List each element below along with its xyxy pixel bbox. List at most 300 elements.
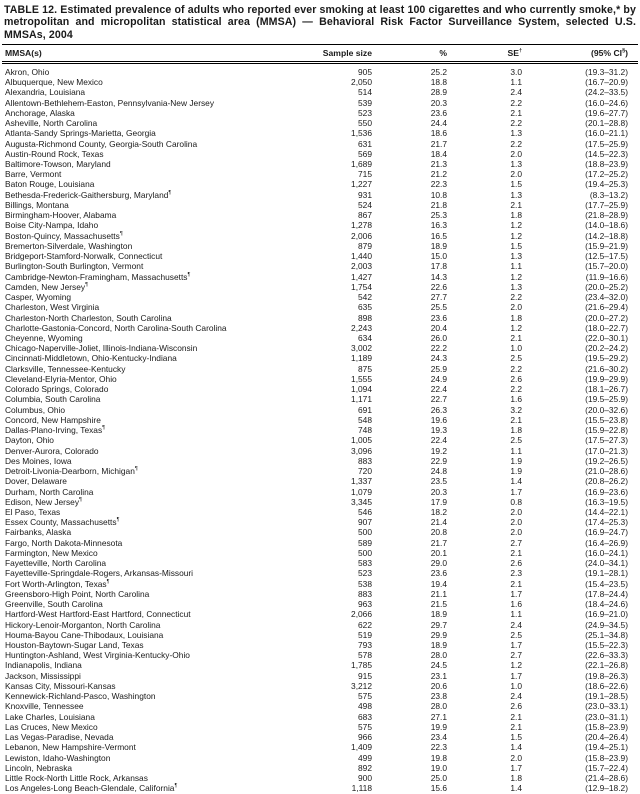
percent-cell: 22.3 [430, 179, 447, 190]
percent-cell: 20.4 [430, 322, 447, 333]
se-cell: 2.4 [510, 619, 522, 630]
ci-cell: (16.0–24.6) [585, 97, 628, 108]
sample-size-cell: 883 [358, 455, 372, 466]
mmsa-name-cell: Des Moines, Iowa [5, 455, 72, 466]
mmsa-name-cell: Atlanta-Sandy Springs-Marietta, Georgia [5, 128, 156, 139]
se-cell: 1.2 [510, 660, 522, 671]
se-cell: 1.3 [510, 251, 522, 262]
table-row [0, 190, 640, 200]
sample-size-cell: 898 [358, 312, 372, 323]
se-cell: 0.8 [510, 496, 522, 507]
se-cell: 1.9 [510, 466, 522, 477]
ci-cell: (19.9–29.9) [585, 373, 628, 384]
ci-cell: (24.0–34.1) [585, 558, 628, 569]
mmsa-name-cell: Charleston-North Charleston, South Carolina [5, 312, 172, 323]
ci-cell: (17.5–27.3) [585, 435, 628, 446]
se-cell: 1.8 [510, 210, 522, 221]
percent-cell: 18.6 [430, 128, 447, 139]
column-header-se: SE† [507, 48, 522, 59]
percent-cell: 24.5 [430, 660, 447, 671]
ci-cell: (15.8–23.9) [585, 721, 628, 732]
ci-cell: (20.0–32.6) [585, 404, 628, 415]
se-cell: 2.0 [510, 169, 522, 180]
ci-cell: (20.1–28.8) [585, 118, 628, 129]
percent-cell: 18.4 [430, 148, 447, 159]
ci-cell: (19.4–25.1) [585, 742, 628, 753]
mmsa-name-cell: Concord, New Hampshire [5, 414, 101, 425]
ci-cell: (19.5–25.9) [585, 394, 628, 405]
se-cell: 1.8 [510, 425, 522, 436]
mmsa-name-cell: Boise City-Nampa, Idaho [5, 220, 99, 231]
ci-cell: (16.7–20.9) [585, 77, 628, 88]
sample-size-cell: 1,094 [351, 384, 372, 395]
mmsa-name-cell: Hartford-West Hartford-East Hartford, Connecticut [5, 609, 191, 620]
ci-cell: (16.4–26.9) [585, 537, 628, 548]
sample-size-cell: 1,005 [351, 435, 372, 446]
ci-cell: (18.0–22.7) [585, 322, 628, 333]
se-cell: 1.1 [510, 261, 522, 272]
ci-cell: (19.2–26.5) [585, 455, 628, 466]
table-row [0, 292, 640, 302]
se-cell: 1.2 [510, 230, 522, 241]
ci-cell: (17.5–25.9) [585, 138, 628, 149]
percent-cell: 22.4 [430, 435, 447, 446]
se-cell: 2.5 [510, 435, 522, 446]
table-row [0, 241, 640, 251]
percent-cell: 19.4 [430, 578, 447, 589]
ci-cell: (22.0–30.1) [585, 332, 628, 343]
mmsa-name-cell: Kennewick-Richland-Pasco, Washington [5, 691, 156, 702]
mmsa-name-cell: Jackson, Mississippi [5, 670, 81, 681]
pilcrow-footnote-marker: ¶ [174, 783, 178, 790]
sample-size-cell: 915 [358, 670, 372, 681]
table-header [0, 45, 640, 62]
column-header-ci: (95% CI§) [591, 48, 628, 59]
se-cell: 2.2 [510, 363, 522, 374]
ci-cell: (15.5–22.3) [585, 640, 628, 651]
sample-size-cell: 900 [358, 773, 372, 784]
se-cell: 2.5 [510, 353, 522, 364]
sample-size-cell: 867 [358, 210, 372, 221]
table-row [0, 589, 640, 599]
table-row [0, 568, 640, 578]
sample-size-cell: 2,050 [351, 77, 372, 88]
mmsa-name-cell: Durham, North Carolina [5, 486, 94, 497]
sample-size-cell: 631 [358, 138, 372, 149]
pilcrow-footnote-marker: ¶ [134, 466, 138, 473]
se-cell: 1.0 [510, 680, 522, 691]
se-cell: 2.6 [510, 373, 522, 384]
se-cell: 2.1 [510, 414, 522, 425]
percent-cell: 26.3 [430, 404, 447, 415]
mmsa-name-cell: Houma-Bayou Cane-Thibodaux, Louisiana [5, 629, 164, 640]
se-cell: 1.2 [510, 271, 522, 282]
sample-size-cell: 548 [358, 414, 372, 425]
sample-size-cell: 3,345 [351, 496, 372, 507]
mmsa-name-cell: El Paso, Texas [5, 506, 61, 517]
ci-cell: (23.0–33.1) [585, 701, 628, 712]
percent-cell: 21.2 [430, 169, 447, 180]
mmsa-name-cell: Baltimore-Towson, Maryland [5, 159, 111, 169]
sample-size-cell: 2,003 [351, 261, 372, 272]
sample-size-cell: 1,555 [351, 373, 372, 384]
se-cell: 2.1 [510, 578, 522, 589]
ci-cell: (17.2–25.2) [585, 169, 628, 180]
mmsa-name-cell: Barre, Vermont [5, 169, 62, 180]
table-row [0, 128, 640, 138]
ci-cell: (19.1–28.5) [585, 691, 628, 702]
sample-size-cell: 546 [358, 506, 372, 517]
table-row [0, 435, 640, 445]
mmsa-name-cell: Lake Charles, Louisiana [5, 711, 95, 722]
ci-cell: (21.4–28.6) [585, 773, 628, 784]
ci-cell: (19.1–28.1) [585, 568, 628, 579]
table-row [0, 753, 640, 763]
ci-cell: (15.5–23.8) [585, 414, 628, 425]
column-header-mmsa: MMSA(s) [5, 48, 42, 59]
table-row [0, 384, 640, 394]
pilcrow-footnote-marker: ¶ [116, 517, 120, 524]
se-cell: 2.1 [510, 199, 522, 210]
se-cell: 1.8 [510, 773, 522, 784]
percent-cell: 23.4 [430, 732, 447, 743]
se-cell: 2.0 [510, 527, 522, 538]
ci-cell: (15.9–22.8) [585, 425, 628, 436]
percent-cell: 21.7 [430, 537, 447, 548]
se-cell: 1.1 [510, 609, 522, 620]
percent-cell: 23.8 [430, 691, 447, 702]
sample-size-cell: 550 [358, 118, 372, 129]
mmsa-name-cell: Fargo, North Dakota-Minnesota [5, 537, 123, 548]
mmsa-name-cell: Dallas-Plano-Irving, Texas¶ [5, 425, 106, 436]
dagger-footnote-marker: † [518, 48, 522, 55]
sample-size-cell: 966 [358, 732, 372, 743]
mmsa-name-cell: Fayetteville, North Carolina [5, 558, 107, 569]
mmsa-name-cell: Essex County, Massachusetts¶ [5, 517, 120, 528]
pilcrow-footnote-marker: ¶ [79, 496, 82, 503]
pilcrow-footnote-marker: ¶ [168, 189, 172, 196]
percent-cell: 27.1 [430, 711, 447, 722]
mmsa-name-cell: Lincoln, Nebraska [5, 762, 73, 773]
ci-cell: (11.9–16.6) [585, 271, 628, 282]
percent-cell: 20.8 [430, 527, 447, 538]
sample-size-cell: 720 [358, 466, 372, 477]
se-cell: 1.3 [510, 159, 522, 169]
percent-cell: 18.9 [430, 609, 447, 620]
ci-cell: (24.9–34.5) [585, 619, 628, 630]
table-row [0, 732, 640, 742]
sample-size-cell: 905 [358, 66, 372, 77]
ci-cell: (20.0–25.2) [585, 281, 628, 292]
sample-size-cell: 569 [358, 148, 372, 159]
ci-cell: (20.2–24.2) [585, 343, 628, 354]
mmsa-name-cell: Casper, Wyoming [5, 292, 72, 303]
se-cell: 2.1 [510, 547, 522, 558]
table-row [0, 251, 640, 261]
ci-cell: (15.4–23.5) [585, 578, 628, 589]
mmsa-name-cell: Lebanon, New Hampshire-Vermont [5, 742, 136, 753]
table-row [0, 527, 640, 537]
mmsa-name-cell: Fayetteville-Springdale-Rogers, Arkansas-Missouri [5, 568, 194, 579]
sample-size-cell: 748 [358, 425, 372, 436]
sample-size-cell: 622 [358, 619, 372, 630]
percent-cell: 29.0 [430, 558, 447, 569]
sample-size-cell: 879 [358, 240, 372, 251]
ci-cell: (20.0–27.2) [585, 312, 628, 323]
sample-size-cell: 1,278 [351, 220, 372, 231]
table-row [0, 98, 640, 108]
pilcrow-footnote-marker: ¶ [102, 425, 106, 432]
mmsa-name-cell: Burlington-South Burlington, Vermont [5, 261, 144, 272]
mmsa-name-cell: Knoxville, Tennessee [5, 701, 84, 712]
percent-cell: 20.1 [430, 547, 447, 558]
sample-size-cell: 875 [358, 363, 372, 374]
percent-cell: 15.0 [430, 251, 447, 262]
se-cell: 3.2 [510, 404, 522, 415]
percent-cell: 17.9 [430, 496, 447, 507]
ci-cell: (16.0–24.1) [585, 547, 628, 558]
mmsa-name-cell: Las Vegas-Paradise, Nevada [5, 732, 114, 743]
sample-size-cell: 1,409 [351, 742, 372, 753]
sample-size-cell: 793 [358, 640, 372, 651]
se-cell: 2.7 [510, 650, 522, 661]
mmsa-name-cell: Birmingham-Hoover, Alabama [5, 210, 117, 221]
percent-cell: 19.8 [430, 752, 447, 763]
table-row [0, 67, 640, 77]
ci-cell: (14.2–18.8) [585, 230, 628, 241]
sample-size-cell: 1,785 [351, 660, 372, 671]
se-cell: 1.6 [510, 599, 522, 610]
percent-cell: 17.8 [430, 261, 447, 272]
table-row [0, 302, 640, 312]
se-cell: 2.0 [510, 517, 522, 528]
table-row [0, 179, 640, 189]
percent-cell: 21.1 [430, 588, 447, 599]
table-row [0, 579, 640, 589]
table-row [0, 446, 640, 456]
table-row [0, 118, 640, 128]
percent-cell: 19.9 [430, 721, 447, 732]
sample-size-cell: 500 [358, 547, 372, 558]
table-row [0, 159, 640, 169]
ci-cell: (12.5–17.5) [585, 251, 628, 262]
sample-size-cell: 963 [358, 599, 372, 610]
mmsa-name-cell: Dover, Delaware [5, 476, 67, 487]
table-row [0, 231, 640, 241]
sample-size-cell: 635 [358, 302, 372, 313]
percent-cell: 28.9 [430, 87, 447, 98]
table-row [0, 476, 640, 486]
sample-size-cell: 3,212 [351, 680, 372, 691]
se-cell: 1.4 [510, 742, 522, 753]
ci-cell: (19.5–29.2) [585, 353, 628, 364]
table-row [0, 220, 640, 230]
sample-size-cell: 498 [358, 701, 372, 712]
sample-size-cell: 539 [358, 97, 372, 108]
se-cell: 2.7 [510, 537, 522, 548]
ci-cell: (15.7–22.4) [585, 762, 628, 773]
column-header-sample-size: Sample size [322, 48, 372, 59]
mmsa-name-cell: Colorado Springs, Colorado [5, 384, 109, 395]
table-row [0, 640, 640, 650]
sample-size-cell: 691 [358, 404, 372, 415]
ci-cell: (17.0–21.3) [585, 445, 628, 456]
percent-cell: 25.2 [430, 66, 447, 77]
se-cell: 1.7 [510, 670, 522, 681]
percent-cell: 25.5 [430, 302, 447, 313]
table-row [0, 394, 640, 404]
percent-cell: 25.9 [430, 363, 447, 374]
sample-size-cell: 499 [358, 752, 372, 763]
table-row [0, 323, 640, 333]
sample-size-cell: 1,189 [351, 353, 372, 364]
mmsa-name-cell: Detroit-Livonia-Dearborn, Michigan¶ [5, 466, 138, 477]
ci-cell: (14.5–22.3) [585, 148, 628, 159]
se-cell: 2.1 [510, 721, 522, 732]
percent-cell: 18.8 [430, 77, 447, 88]
table-row [0, 108, 640, 118]
sample-size-cell: 589 [358, 537, 372, 548]
mmsa-name-cell: Columbia, South Carolina [5, 394, 101, 405]
table-row [0, 712, 640, 722]
column-header-percent: % [439, 48, 447, 59]
sample-size-cell: 1,427 [351, 271, 372, 282]
percent-cell: 24.4 [430, 118, 447, 129]
mmsa-name-cell: Cincinnati-Middletown, Ohio-Kentucky-Indiana [5, 353, 177, 364]
percent-cell: 10.8 [430, 189, 447, 200]
sample-size-cell: 519 [358, 629, 372, 640]
percent-cell: 23.6 [430, 568, 447, 579]
sample-size-cell: 1,079 [351, 486, 372, 497]
se-cell: 2.1 [510, 107, 522, 118]
sample-size-cell: 715 [358, 169, 372, 180]
sample-size-cell: 3,002 [351, 343, 372, 354]
table-row [0, 374, 640, 384]
mmsa-name-cell: Albuquerque, New Mexico [5, 77, 103, 88]
mmsa-name-cell: Bridgeport-Stamford-Norwalk, Connecticut [5, 251, 163, 262]
se-cell: 1.2 [510, 322, 522, 333]
se-cell: 2.4 [510, 87, 522, 98]
sample-size-cell: 524 [358, 199, 372, 210]
sample-size-cell: 1,118 [351, 783, 372, 794]
table-row [0, 343, 640, 353]
percent-cell: 15.6 [430, 783, 447, 794]
mmsa-name-cell: Los Angeles-Long Beach-Glendale, California¶ [5, 783, 178, 794]
mmsa-name-cell: Columbus, Ohio [5, 404, 66, 415]
table-row [0, 149, 640, 159]
table-row [0, 87, 640, 97]
se-cell: 1.1 [510, 77, 522, 88]
ci-cell: (24.2–33.5) [585, 87, 628, 98]
table-row [0, 487, 640, 497]
mmsa-name-cell: Austin-Round Rock, Texas [5, 148, 104, 159]
percent-cell: 28.0 [430, 701, 447, 712]
percent-cell: 24.3 [430, 353, 447, 364]
table-row [0, 364, 640, 374]
mmsa-name-cell: Clarksville, Tennessee-Kentucky [5, 363, 126, 374]
mmsa-name-cell: Asheville, North Carolina [5, 118, 98, 129]
sample-size-cell: 1,536 [351, 128, 372, 139]
percent-cell: 18.9 [430, 240, 447, 251]
sample-size-cell: 2,243 [351, 322, 372, 333]
ci-cell: (15.7–20.0) [585, 261, 628, 272]
ci-cell: (14.4–22.1) [585, 506, 628, 517]
ci-cell: (18.8–23.9) [585, 159, 628, 169]
se-cell: 1.0 [510, 343, 522, 354]
sample-size-cell: 683 [358, 711, 372, 722]
ci-cell: (21.8–28.9) [585, 210, 628, 221]
section-footnote-marker: § [622, 48, 626, 55]
table-row [0, 200, 640, 210]
percent-cell: 25.0 [430, 773, 447, 784]
se-cell: 1.7 [510, 588, 522, 599]
table-row [0, 210, 640, 220]
sample-size-cell: 575 [358, 691, 372, 702]
percent-cell: 22.2 [430, 343, 447, 354]
table-row [0, 620, 640, 630]
se-cell: 1.5 [510, 240, 522, 251]
percent-cell: 22.3 [430, 742, 447, 753]
table-row [0, 415, 640, 425]
table-row [0, 169, 640, 179]
sample-size-cell: 1,227 [351, 179, 372, 190]
se-cell: 1.7 [510, 640, 522, 651]
ci-cell: (25.1–34.8) [585, 629, 628, 640]
ci-cell: (16.0–21.1) [585, 128, 628, 139]
mmsa-name-cell: Baton Rouge, Louisiana [5, 179, 95, 190]
se-cell: 1.7 [510, 486, 522, 497]
percent-cell: 19.6 [430, 414, 447, 425]
sample-size-cell: 1,754 [351, 281, 372, 292]
percent-cell: 18.9 [430, 640, 447, 651]
se-cell: 1.4 [510, 476, 522, 487]
ci-cell: (18.6–22.6) [585, 680, 628, 691]
se-cell: 1.7 [510, 762, 522, 773]
mmsa-name-cell: Camden, New Jersey¶ [5, 281, 88, 292]
table-row [0, 272, 640, 282]
percent-cell: 21.8 [430, 199, 447, 210]
mmsa-name-cell: Fort Worth-Arlington, Texas¶ [5, 578, 110, 589]
ci-cell: (15.9–21.9) [585, 240, 628, 251]
table-title: TABLE 12. Estimated prevalence of adults who reported ever smoking at least 100 cigarettes and who currently smoke,* by metropolitan and micropolitan statistical area (MMSA) — Behavioral Risk Factor Surveillance System, selected U.S. MMSAs, 2004 [4, 4, 636, 41]
se-cell: 2.2 [510, 97, 522, 108]
sample-size-cell: 2,066 [351, 609, 372, 620]
percent-cell: 22.9 [430, 455, 447, 466]
table-row [0, 681, 640, 691]
mmsa-name-cell: Dayton, Ohio [5, 435, 54, 446]
mmsa-name-cell: Anchorage, Alaska [5, 107, 75, 118]
mmsa-name-cell: Denver-Aurora, Colorado [5, 445, 99, 456]
table-row [0, 773, 640, 783]
se-cell: 3.0 [510, 66, 522, 77]
sample-size-cell: 575 [358, 721, 372, 732]
sample-size-cell: 514 [358, 87, 372, 98]
mmsa-name-cell: Augusta-Richmond County, Georgia-South Carolina [5, 138, 198, 149]
percent-cell: 24.8 [430, 466, 447, 477]
sample-size-cell: 1,440 [351, 251, 372, 262]
percent-cell: 19.0 [430, 762, 447, 773]
ci-cell: (21.6–30.2) [585, 363, 628, 374]
se-cell: 2.0 [510, 148, 522, 159]
percent-cell: 29.7 [430, 619, 447, 630]
mmsa-name-cell: Farmington, New Mexico [5, 547, 98, 558]
se-cell: 2.6 [510, 558, 522, 569]
table-row [0, 722, 640, 732]
ci-cell: (16.9–23.6) [585, 486, 628, 497]
table-row [0, 497, 640, 507]
mmsa-name-cell: Hickory-Lenoir-Morganton, North Carolina [5, 619, 161, 630]
se-cell: 1.6 [510, 394, 522, 405]
